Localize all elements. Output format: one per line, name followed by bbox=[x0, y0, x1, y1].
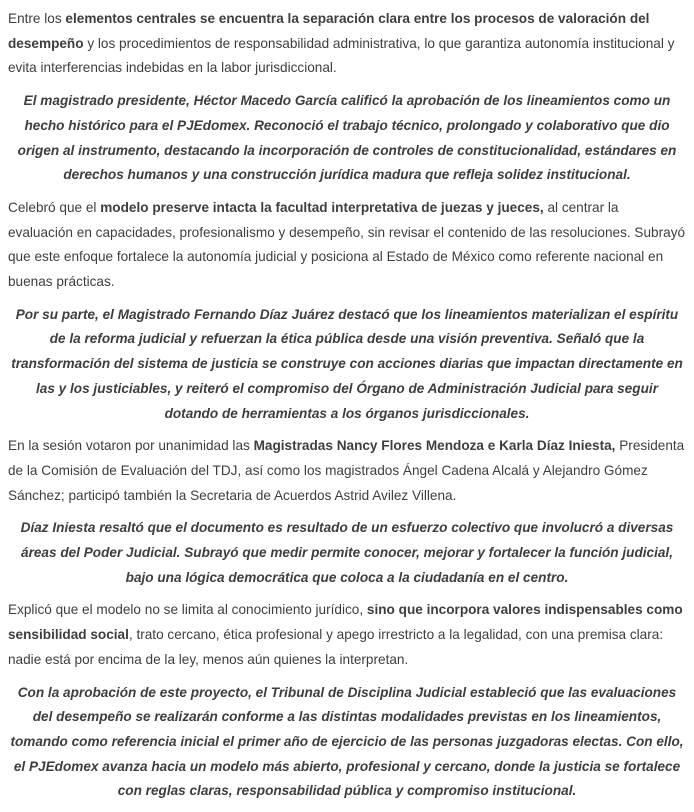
paragraph-3 bbox=[8, 196, 686, 295]
paragraph-8-quote bbox=[8, 681, 686, 805]
text-segment-bold: Magistradas Nancy Flores Mendoza e Karla Díaz Iniesta, bbox=[253, 438, 616, 454]
text-segment: Explicó que el modelo no se limita al conocimiento jurídico, bbox=[8, 602, 367, 618]
paragraph-4-quote bbox=[8, 303, 686, 427]
text-segment: Entre los bbox=[8, 11, 66, 26]
paragraph-2-quote bbox=[8, 89, 686, 188]
text-segment: El magistrado presidente, Héctor Macedo García calificó la aprobación de los lineamientos como un hecho histórico para el PJEdomex. Reconoció el trabajo técnico, prolongado y colaborativo que dio origen al instrumento, destacando la incorporación de controles de constitucionalidad, estándares en derechos humanos y una construcción jurídica madura que refleja solidez institucional. bbox=[17, 93, 677, 183]
text-segment: En la sesión votaron por unanimidad las bbox=[8, 438, 254, 454]
paragraph-6-quote bbox=[8, 516, 686, 590]
text-segment: Con la aprobación de este proyecto, el Tribunal de Disciplina Judicial estableció que las evaluaciones del desempeño se realizarán conforme a las distintas modalidades previstas en los lineamientos, tomando como referencia inicial el primer año de ejercicio de las personas juzgadoras electas. Con ello, el PJEdomex avanza hacia un modelo más abierto, profesional y cercano, donde la justicia se fortalece con reglas claras, responsabilidad pública y compromiso institucional. bbox=[10, 684, 684, 799]
text-segment: Presidenta de la Comisión de Evaluación del TDJ, así como los magistrados Ángel Cadena Alcalá y Alejandro Gómez Sánchez; participó también la Secretaria de Acuerdos Astrid Avilez Villena. bbox=[8, 438, 685, 503]
text-segment: Celebró que el bbox=[8, 199, 101, 215]
paragraph-5 bbox=[8, 434, 686, 508]
text-segment: , trato cercano, ética profesional y apego irrestricto a la legalidad, con una premisa clara: nadie está por encima de la ley, menos aún quienes la interpretan. bbox=[8, 627, 664, 667]
text-segment-bold: modelo preserve intacta la facultad interpretativa de juezas y jueces, bbox=[100, 199, 544, 215]
text-segment: Por su parte, el Magistrado Fernando Díaz Juárez destacó que los lineamientos materializan el espíritu de la reforma judicial y refuerzan la ética pública desde una visión preventiva. Señaló que la transformación del sistema de justicia se construye con acciones diarias que impactan directamente en las y los justiciables, y reiteró el compromiso del Órgano de Administración Judicial para seguir dotando de herramientas a los órganos jurisdiccionales. bbox=[11, 306, 683, 421]
paragraph-7 bbox=[8, 598, 686, 672]
article-body bbox=[8, 7, 686, 804]
text-segment: al centrar la evaluación en capacidades, profesionalismo y desempeño, sin revisar el contenido de las resoluciones. Subrayó que este enfoque fortalece la autonomía judicial y posiciona al Estado de México como referente nacional en buenas prácticas. bbox=[8, 199, 686, 290]
text-segment: y los procedimientos de responsabilidad administrativa, lo que garantiza autonomía institucional y evita interferencias indebidas en la labor jurisdiccional. bbox=[8, 35, 675, 76]
paragraph-1 bbox=[8, 7, 686, 81]
text-segment-bold: elementos centrales se encuentra la separación clara entre los procesos de valoración del desempeño bbox=[8, 11, 650, 51]
text-segment: Díaz Iniesta resaltó que el documento es resultado de un esfuerzo colectivo que involucró a diversas áreas del Poder Judicial. Subrayó que medir permite conocer, mejorar y fortalecer la función judicial, bajo una lógica democrática que coloca a la ciudadanía en el centro. bbox=[20, 520, 674, 585]
text-segment-bold: sino que incorpora valores indispensables como sensibilidad social bbox=[8, 602, 683, 643]
